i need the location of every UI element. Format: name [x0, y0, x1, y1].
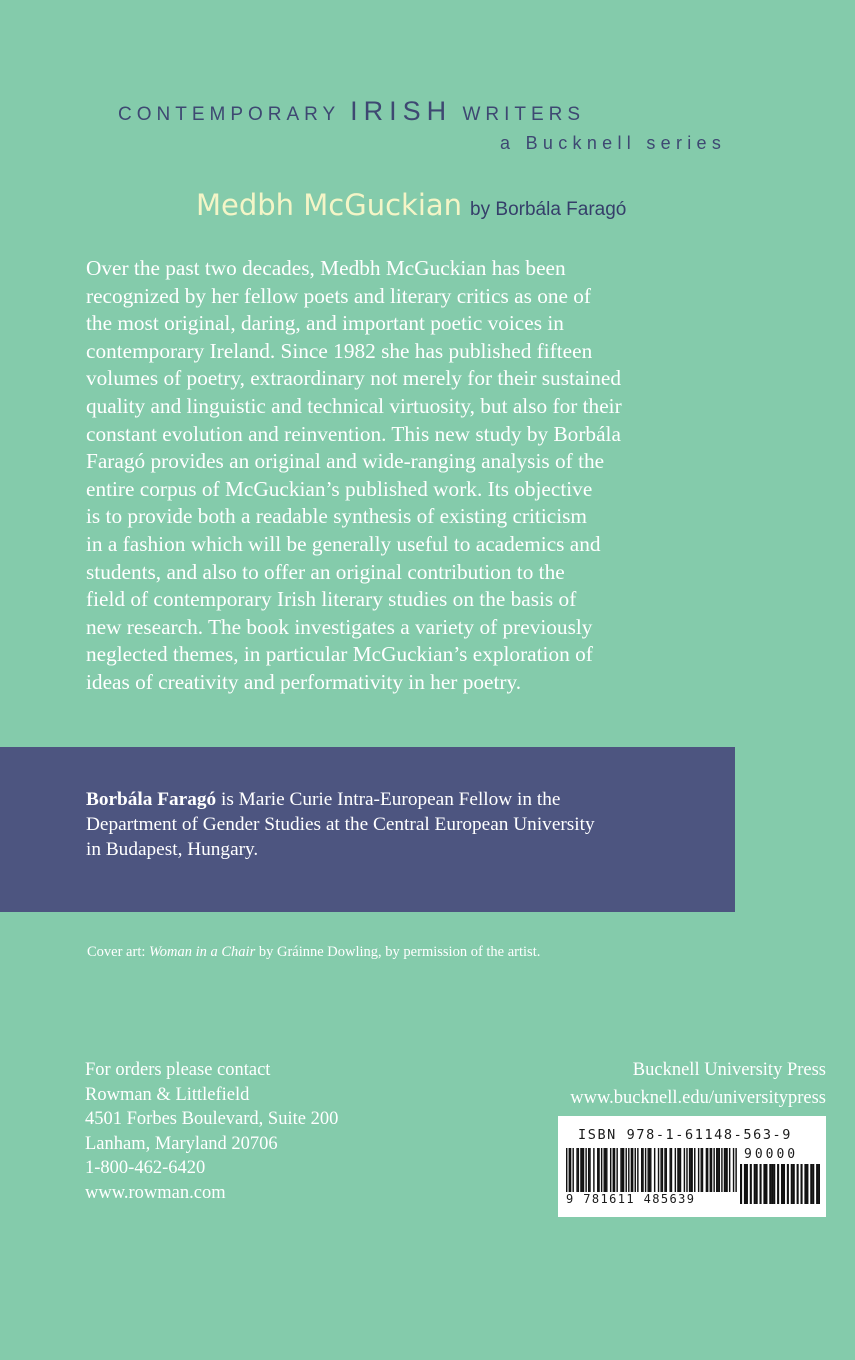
- description-line: ideas of creativity and performativity in her poetry.: [86, 669, 522, 694]
- barcode-bar: [760, 1164, 762, 1204]
- barcode-bar: [572, 1148, 573, 1192]
- bio-author-name: Borbála Faragó: [86, 789, 217, 810]
- barcode-bar: [582, 1148, 583, 1192]
- barcode-bar: [578, 1148, 579, 1192]
- barcode-bar: [711, 1148, 712, 1192]
- barcode-bar: [804, 1164, 806, 1204]
- barcode-bar: [793, 1164, 795, 1204]
- description-line: students, and also to offer an original contribution to the: [86, 559, 565, 584]
- barcode-bar: [625, 1148, 626, 1192]
- author-byline: by Borbála Faragó: [470, 199, 627, 220]
- barcode-bar: [726, 1148, 727, 1192]
- bio-line1-rest: is Marie Curie Intra-European Fellow in the: [216, 789, 561, 810]
- barcode-bar: [787, 1164, 789, 1204]
- barcode-bar: [706, 1148, 707, 1192]
- barcode-bar: [791, 1164, 793, 1204]
- barcode-bar: [632, 1148, 633, 1192]
- barcode-bar: [812, 1164, 814, 1204]
- barcode-bar: [797, 1164, 799, 1204]
- description-line: constant evolution and reinvention. This new study by Borbála: [86, 421, 621, 446]
- barcode-bar: [606, 1148, 607, 1192]
- bio-line: Department of Gender Studies at the Central European University: [86, 814, 595, 835]
- barcode-bar: [707, 1148, 708, 1192]
- barcode-bar: [680, 1148, 681, 1192]
- barcode-bar: [566, 1148, 567, 1192]
- barcode-bar: [628, 1148, 629, 1192]
- barcode-bar: [660, 1148, 661, 1192]
- barcode-bar: [671, 1148, 672, 1192]
- description-line: volumes of poetry, extraordinary not merely for their sustained: [86, 366, 622, 391]
- barcode-bar: [601, 1148, 602, 1192]
- barcode-bar: [763, 1164, 765, 1204]
- barcode-bar: [781, 1164, 783, 1204]
- barcode-bar: [773, 1164, 775, 1204]
- barcode-bar: [669, 1148, 670, 1192]
- order-line: 4501 Forbes Boulevard, Suite 200: [85, 1109, 339, 1129]
- barcode-bar: [800, 1164, 802, 1204]
- barcode-digits: 9 781611 485639: [566, 1192, 696, 1206]
- barcode-bar: [719, 1148, 720, 1192]
- order-line: Rowman & Littlefield: [85, 1084, 250, 1105]
- barcode-bar: [765, 1164, 767, 1204]
- barcode-bar: [580, 1148, 581, 1192]
- barcode-bar: [631, 1148, 632, 1192]
- author-bio-band: [0, 747, 735, 912]
- description-line: neglected themes, in particular McGuckian’s exploration of: [86, 642, 593, 667]
- order-line: For orders please contact: [85, 1060, 271, 1080]
- barcode-bar: [570, 1148, 571, 1192]
- barcode-bar: [733, 1148, 734, 1192]
- barcode-bar: [645, 1148, 646, 1192]
- barcode-bar: [740, 1164, 742, 1204]
- barcode-bar: [642, 1148, 643, 1192]
- barcode-bar: [641, 1148, 642, 1192]
- barcode-bar: [598, 1148, 599, 1192]
- barcode-bar: [698, 1148, 699, 1192]
- barcode-bar: [769, 1164, 771, 1204]
- description-line: entire corpus of McGuckian’s published work. Its objective: [86, 476, 593, 501]
- barcode-bar: [690, 1148, 691, 1192]
- series-prefix: CONTEMPORARY: [118, 104, 340, 125]
- barcode-bar: [750, 1164, 752, 1204]
- barcode-bar: [724, 1148, 725, 1192]
- barcode-bar: [816, 1164, 818, 1204]
- barcode-bar: [616, 1148, 617, 1192]
- barcode-bar: [735, 1148, 736, 1192]
- barcode-bar: [664, 1148, 665, 1192]
- cover-art-credit: [87, 944, 540, 961]
- barcode-bar: [777, 1164, 779, 1204]
- publisher-url: www.bucknell.edu/universitypress: [570, 1088, 826, 1108]
- order-website: www.rowman.com: [85, 1182, 226, 1203]
- barcode-bar: [716, 1148, 717, 1192]
- barcode-bar: [614, 1148, 615, 1192]
- barcode-bar: [818, 1164, 820, 1204]
- credit-artwork-title: Woman in a Chair: [149, 944, 256, 960]
- barcode-bar: [689, 1148, 690, 1192]
- barcode-bar: [746, 1164, 748, 1204]
- barcode-bar: [756, 1164, 758, 1204]
- barcode-bar: [771, 1164, 773, 1204]
- barcode-bar: [613, 1148, 614, 1192]
- description-line: field of contemporary Irish literary studies on the basis of: [86, 587, 577, 612]
- barcode-bar: [637, 1148, 638, 1192]
- order-contact: [85, 1058, 338, 1205]
- barcode-bar: [721, 1148, 722, 1192]
- barcode-bar: [589, 1148, 590, 1192]
- barcode-bar: [717, 1148, 718, 1192]
- bio-line: [86, 787, 716, 812]
- order-phone: 1-800-462-6420: [85, 1158, 206, 1178]
- barcode-bar: [583, 1148, 584, 1192]
- series-emphasis: IRISH: [350, 96, 453, 126]
- barcode-bar: [806, 1164, 808, 1204]
- barcode-bar: [658, 1148, 659, 1192]
- title-row: [196, 188, 626, 222]
- publisher-info: [570, 1056, 826, 1112]
- description-line: Over the past two decades, Medbh McGuckian has been: [86, 256, 566, 280]
- publisher-name: Bucknell University Press: [632, 1060, 826, 1080]
- barcode-bar: [576, 1148, 577, 1192]
- barcode-bar: [650, 1148, 651, 1192]
- order-line: Lanham, Maryland 20706: [85, 1133, 278, 1154]
- barcode-bar: [569, 1148, 570, 1192]
- series-suffix: WRITERS: [462, 104, 586, 125]
- isbn-barcode: [558, 1116, 826, 1217]
- description-line: Faragó provides an original and wide-ranging analysis of the: [86, 449, 605, 474]
- barcode-bar: [679, 1148, 680, 1192]
- barcode-bar: [729, 1148, 730, 1192]
- description-line: contemporary Ireland. Since 1982 she has published fifteen: [86, 338, 593, 363]
- description-line: new research. The book investigates a variety of previously: [86, 614, 593, 639]
- barcode-bar: [666, 1148, 667, 1192]
- barcode-bar: [649, 1148, 650, 1192]
- barcode-bar: [754, 1164, 756, 1204]
- barcode-bar: [622, 1148, 623, 1192]
- barcode-bar: [605, 1148, 606, 1192]
- barcode-addon-bars: [740, 1164, 820, 1204]
- description-line: quality and linguistic and technical virtuosity, but also for their: [86, 393, 622, 418]
- description-line: the most original, daring, and important poetic voices in: [86, 311, 564, 336]
- barcode-bar: [635, 1148, 636, 1192]
- barcode-bar: [713, 1148, 714, 1192]
- barcode-bar: [677, 1148, 678, 1192]
- barcode-bar: [620, 1148, 621, 1192]
- barcode-bar: [810, 1164, 812, 1204]
- barcode-bar: [701, 1148, 702, 1192]
- barcode-bar: [686, 1148, 687, 1192]
- series-title: [118, 96, 585, 127]
- book-description: [86, 255, 676, 697]
- bio-line: in Budapest, Hungary.: [86, 839, 259, 860]
- barcode-bar: [593, 1148, 594, 1192]
- barcode-bar: [744, 1164, 746, 1204]
- barcode-bar: [684, 1148, 685, 1192]
- barcode-bar: [588, 1148, 589, 1192]
- credit-suffix: by Gráinne Dowling, by permission of the artist.: [255, 944, 541, 960]
- barcode-bar: [710, 1148, 711, 1192]
- series-subtitle: a Bucknell series: [500, 133, 727, 153]
- barcode-bar: [647, 1148, 648, 1192]
- barcode-bar: [694, 1148, 695, 1192]
- barcode-bar: [623, 1148, 624, 1192]
- barcode-bar: [597, 1148, 598, 1192]
- barcode-bar: [662, 1148, 663, 1192]
- barcode-bar: [675, 1148, 676, 1192]
- barcode-bar: [654, 1148, 655, 1192]
- description-line: in a fashion which will be generally useful to academics and: [86, 531, 601, 556]
- barcode-bar: [691, 1148, 692, 1192]
- barcode-bar: [783, 1164, 785, 1204]
- book-title: Medbh McGuckian: [196, 188, 463, 222]
- barcode-bar: [585, 1148, 586, 1192]
- barcode-main-bars: [566, 1148, 738, 1192]
- barcode-bar: [702, 1148, 703, 1192]
- author-bio: [86, 787, 716, 862]
- barcode-bar: [725, 1148, 726, 1192]
- description-line: recognized by her fellow poets and literary critics as one of: [86, 283, 592, 308]
- barcode-bar: [610, 1148, 611, 1192]
- isbn-label: ISBN 978-1-61148-563-9: [578, 1127, 793, 1143]
- description-line: is to provide both a readable synthesis of existing criticism: [86, 504, 587, 529]
- barcode-bar: [604, 1148, 605, 1192]
- price-code: 90000: [744, 1147, 799, 1162]
- credit-prefix: Cover art:: [87, 944, 150, 960]
